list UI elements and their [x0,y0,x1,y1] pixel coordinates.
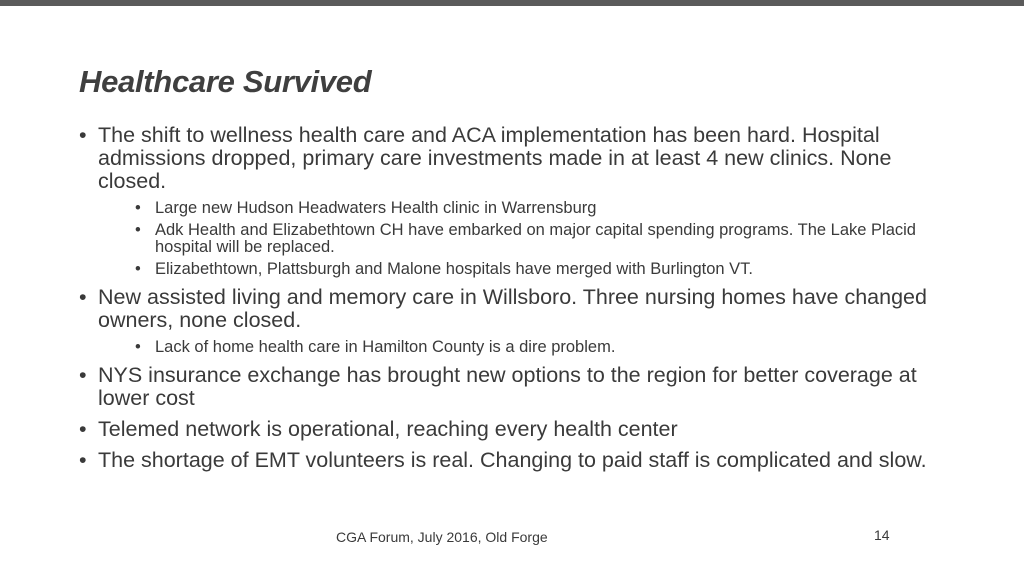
bullet-item [79,364,959,410]
bullet-text: New assisted living and memory care in Willsboro. Three nursing homes have changed owners, none closed. [98,285,927,332]
sub-bullet-text: Elizabethtown, Plattsburgh and Malone hospitals have merged with Burlington VT. [155,260,754,278]
bullet-icon: • [135,260,141,278]
bullet-icon: • [79,363,87,387]
bullet-icon: • [135,221,141,239]
top-accent-bar [0,0,1024,6]
sub-bullet-item [135,261,959,278]
sub-list [135,339,959,356]
sub-bullet-item [135,200,959,217]
bullet-icon: • [135,338,141,356]
bullet-text: The shortage of EMT volunteers is real. Changing to paid staff is complicated and slow. [98,448,927,472]
slide-content [79,124,959,480]
slide-footer: CGA Forum, July 2016, Old Forge [336,529,548,545]
bullet-text: The shift to wellness health care and ACA implementation has been hard. Hospital admissions dropped, primary care investments made in at least 4 new clinics. None closed. [98,123,892,193]
sub-bullet-item [135,339,959,356]
bullet-item [79,449,959,472]
bullet-item [79,124,959,278]
bullet-text: Telemed network is operational, reaching every health center [98,417,678,441]
bullet-text: NYS insurance exchange has brought new options to the region for better coverage at lower cost [98,363,917,410]
bullet-icon: • [79,123,87,147]
bullet-item [79,418,959,441]
page-number: 14 [874,527,890,543]
sub-bullet-text: Large new Hudson Headwaters Health clinic in Warrensburg [155,199,597,217]
bullet-icon: • [79,448,87,472]
sub-list [135,200,959,278]
sub-bullet-item [135,222,959,256]
bullet-icon: • [135,199,141,217]
bullet-icon: • [79,285,87,309]
sub-bullet-text: Lack of home health care in Hamilton County is a dire problem. [155,338,616,356]
bullet-icon: • [79,417,87,441]
slide-title: Healthcare Survived [79,64,372,99]
sub-bullet-text: Adk Health and Elizabethtown CH have embarked on major capital spending programs. The Lake Placid hospital will be replaced. [155,221,916,256]
bullet-item [79,286,959,356]
